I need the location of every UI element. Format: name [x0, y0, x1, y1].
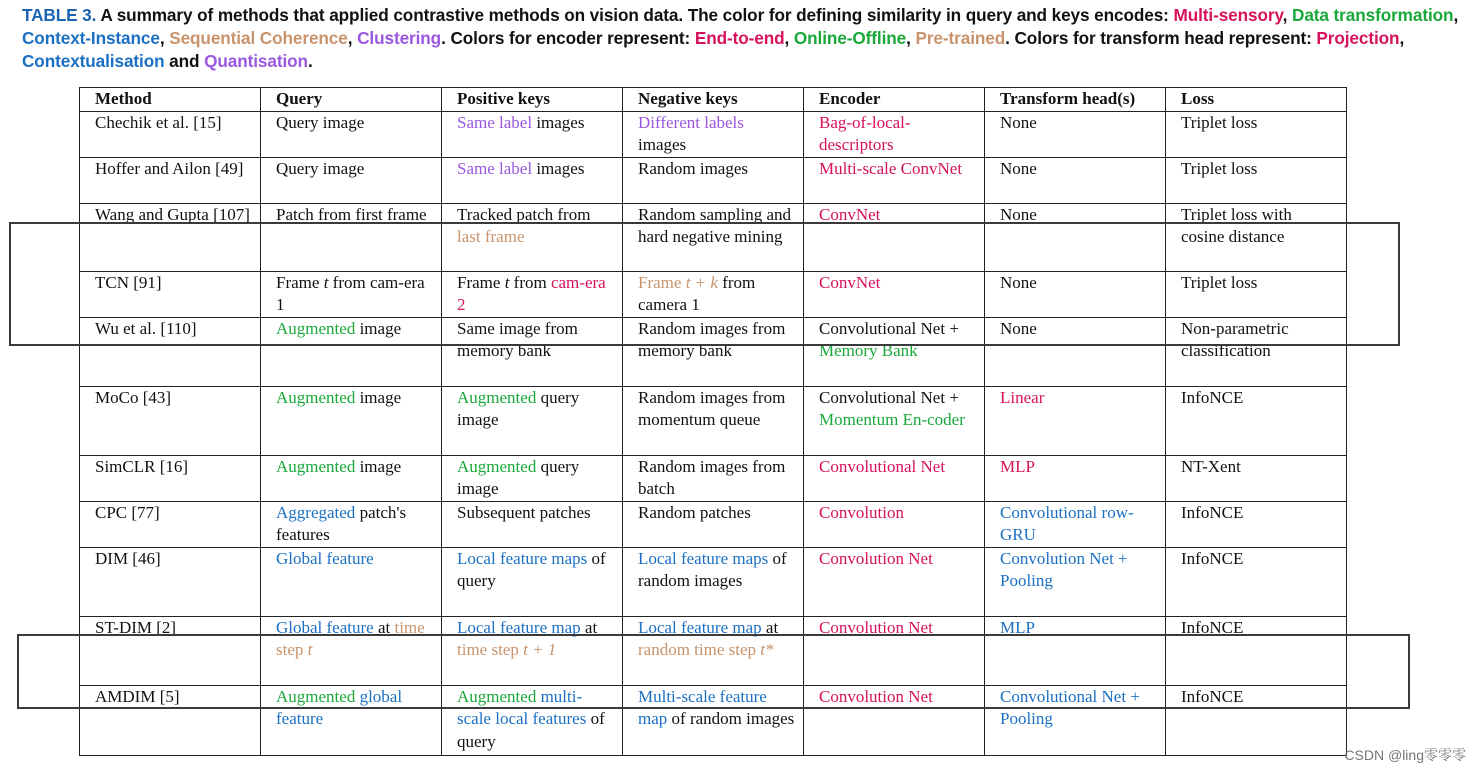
- cell-text: Augmented: [276, 318, 356, 338]
- table-cell: [804, 157, 985, 203]
- cell-text: t + k: [685, 272, 718, 292]
- cell-text: InfoNCE: [1181, 502, 1244, 522]
- cell-text: ST-DIM [2]: [95, 617, 177, 637]
- table-row: [80, 501, 1347, 547]
- encoder-legend-0: End-to-end: [694, 28, 785, 48]
- cell-text: last frame: [457, 227, 525, 246]
- cell-text: Patch from first frame: [276, 204, 427, 224]
- cell-text: at: [580, 617, 598, 637]
- column-header: Loss: [1166, 88, 1347, 112]
- cell-text: of random images: [667, 709, 795, 728]
- table-cell: [985, 455, 1166, 501]
- method-name-cell: [80, 501, 261, 547]
- cell-text: of query: [457, 709, 605, 751]
- table-cell: [985, 271, 1166, 317]
- caption-intro: A summary of methods that applied contrastive methods on vision data. The color for defining similarity in query and keys encodes:: [96, 5, 1174, 25]
- table-cell: [261, 203, 442, 271]
- cell-text: NT-Xent: [1181, 456, 1241, 476]
- cell-text: None: [1000, 112, 1037, 132]
- column-header: Transform head(s): [985, 88, 1166, 112]
- table-cell: [1166, 317, 1347, 386]
- column-header: Encoder: [804, 88, 985, 112]
- table-row: [80, 386, 1347, 455]
- method-name-cell: [80, 157, 261, 203]
- table-cell: [623, 317, 804, 386]
- cell-text: random time step: [638, 640, 761, 659]
- table-cell: [623, 157, 804, 203]
- encoder-legend-2: Pre-trained: [915, 28, 1006, 48]
- cell-text: Multi-scale ConvNet: [819, 158, 963, 178]
- table-cell: [1166, 111, 1347, 157]
- cell-text: images: [532, 158, 585, 178]
- cell-text: t: [504, 272, 510, 292]
- cell-text: Same label: [457, 158, 533, 178]
- cell-text: Wang and Gupta [107]: [95, 204, 250, 224]
- cell-text: Augmented: [457, 686, 537, 706]
- table-cell: [985, 685, 1166, 755]
- table-cell: [261, 271, 442, 317]
- cell-text: image: [355, 318, 402, 338]
- table-cell: [985, 547, 1166, 616]
- table-cell: [623, 271, 804, 317]
- table-cell: [1166, 386, 1347, 455]
- table-cell: [1166, 203, 1347, 271]
- table-cell: [442, 203, 623, 271]
- table-cell: [442, 386, 623, 455]
- table-cell: [442, 547, 623, 616]
- cell-text: from cam-era 1: [276, 272, 425, 314]
- cell-text: Convolution: [819, 502, 905, 522]
- table-cell: [1166, 501, 1347, 547]
- cell-text: Multi-scale feature map: [638, 686, 767, 728]
- table-cell: [442, 455, 623, 501]
- table-cell: [623, 685, 804, 755]
- cell-text: Frame: [638, 272, 686, 292]
- cell-text: t + 1: [523, 640, 557, 659]
- table-cell: [804, 111, 985, 157]
- cell-text: DIM [46]: [95, 548, 161, 568]
- cell-text: Convolution Net + Pooling: [1000, 548, 1128, 590]
- table-cell: [1166, 616, 1347, 685]
- similarity-legend-3: Sequential Coherence: [169, 28, 348, 48]
- cell-text: Convolution Net: [819, 686, 933, 706]
- cell-text: at: [761, 617, 779, 637]
- table-cell: [804, 271, 985, 317]
- table-cell: [985, 203, 1166, 271]
- cell-text: SimCLR [16]: [95, 456, 189, 476]
- head-legend-1: Contextualisation: [22, 51, 165, 71]
- table-row: [80, 111, 1347, 157]
- cell-text: Frame: [276, 272, 324, 292]
- table-row: [80, 455, 1347, 501]
- table-cell: [442, 501, 623, 547]
- table-cell: [1166, 547, 1347, 616]
- cell-text: from: [509, 272, 551, 292]
- cell-text: Triplet loss with cosine distance: [1181, 204, 1292, 246]
- table-cell: [261, 616, 442, 685]
- table-cell: [261, 386, 442, 455]
- cell-text: at: [373, 617, 395, 637]
- cell-text: Query image: [276, 158, 365, 178]
- table-cell: [985, 501, 1166, 547]
- cell-text: Memory Bank: [819, 341, 918, 360]
- table-cell: [442, 271, 623, 317]
- cell-text: Random images from batch: [638, 456, 786, 498]
- cell-text: Query image: [276, 112, 365, 132]
- cell-text: Local feature map: [457, 617, 581, 637]
- cell-text: Bag-of-local-descriptors: [819, 112, 911, 154]
- table-row: [80, 547, 1347, 616]
- table-row: [80, 157, 1347, 203]
- cell-text: Augmented: [276, 686, 356, 706]
- caption-encoder-intro: Colors for encoder represent:: [445, 28, 695, 48]
- cell-text: Augmented: [457, 456, 537, 476]
- head-legend-0: Projection: [1316, 28, 1400, 48]
- table-header: [80, 88, 1347, 112]
- similarity-legend-4: Clustering: [357, 28, 442, 48]
- cell-text: Random sampling and hard negative mining: [638, 204, 791, 246]
- cell-text: image: [355, 387, 402, 407]
- cell-text: from camera 1: [638, 272, 756, 314]
- cell-text: Aggregated: [276, 502, 356, 522]
- cell-text: query image: [457, 387, 580, 429]
- table-row: [80, 616, 1347, 685]
- cell-text: Convolutional row-GRU: [1000, 502, 1134, 544]
- table-row: [80, 685, 1347, 755]
- encoder-legend-1: Online-Offline: [793, 28, 907, 48]
- table-cell: [1166, 455, 1347, 501]
- table-cell: [804, 203, 985, 271]
- cell-text: Random images: [638, 158, 749, 178]
- table-cell: [985, 111, 1166, 157]
- cell-text: Triplet loss: [1181, 272, 1258, 292]
- cell-text: images: [638, 135, 687, 154]
- column-header: Query: [261, 88, 442, 112]
- cell-text: ConvNet: [819, 204, 881, 224]
- column-header: Method: [80, 88, 261, 112]
- cell-text: Wu et al. [110]: [95, 318, 197, 338]
- cell-text: Different labels: [638, 112, 744, 132]
- cell-text: Global feature: [276, 617, 374, 637]
- table-body: [80, 111, 1347, 755]
- caption-head-intro: Colors for transform head represent:: [1009, 28, 1317, 48]
- table-cell: [804, 685, 985, 755]
- method-name-cell: [80, 386, 261, 455]
- cell-text: Non-parametric classification: [1181, 318, 1289, 360]
- watermark: CSDN @ling零零零: [1344, 747, 1466, 763]
- table-cell: [623, 203, 804, 271]
- cell-text: Random images from momentum queue: [638, 387, 786, 429]
- method-name-cell: [80, 547, 261, 616]
- cell-text: None: [1000, 272, 1037, 292]
- table-cell: [261, 501, 442, 547]
- cell-text: Hoffer and Ailon [49]: [95, 158, 244, 178]
- cell-text: of query: [457, 548, 606, 590]
- cell-text: Frame: [457, 272, 505, 292]
- cell-text: Subsequent patches: [457, 502, 591, 522]
- table-cell: [985, 616, 1166, 685]
- cell-text: Random images from memory bank: [638, 318, 786, 360]
- table-cell: [985, 317, 1166, 386]
- cell-text: Convolution Net: [819, 617, 933, 637]
- cell-text: Convolutional Net + Pooling: [1000, 686, 1140, 728]
- cell-text: Convolutional Net +: [819, 318, 959, 338]
- cell-text: Convolutional Net: [819, 456, 946, 476]
- cell-text: t: [307, 640, 313, 659]
- table-cell: [804, 616, 985, 685]
- method-name-cell: [80, 203, 261, 271]
- cell-text: time step: [276, 617, 425, 659]
- cell-text: patch's features: [276, 502, 407, 544]
- table-cell: [804, 547, 985, 616]
- cell-text: Local feature maps: [638, 548, 769, 568]
- cell-text: TCN [91]: [95, 272, 162, 292]
- cell-text: Global feature: [276, 548, 374, 568]
- table-cell: [1166, 271, 1347, 317]
- table-cell: [442, 685, 623, 755]
- table-cell: [1166, 685, 1347, 755]
- cell-text: image: [355, 456, 402, 476]
- cell-text: of random images: [638, 548, 787, 590]
- table-cell: [1166, 157, 1347, 203]
- cell-text: Random patches: [638, 502, 751, 522]
- column-header: Negative keys: [623, 88, 804, 112]
- table-cell: [261, 111, 442, 157]
- cell-text: AMDIM [5]: [95, 686, 180, 706]
- table-cell: [623, 547, 804, 616]
- table-cell: [261, 317, 442, 386]
- table-row: [80, 271, 1347, 317]
- table-cell: [804, 501, 985, 547]
- cell-text: Augmented: [276, 387, 356, 407]
- table-cell: [261, 455, 442, 501]
- cell-text: MLP: [1000, 456, 1035, 476]
- method-name-cell: [80, 455, 261, 501]
- caption-label: TABLE 3.: [22, 5, 97, 25]
- table-cell: [804, 317, 985, 386]
- table-cell: [804, 386, 985, 455]
- table-cell: [985, 157, 1166, 203]
- table-cell: [623, 111, 804, 157]
- cell-text: MoCo [43]: [95, 387, 172, 407]
- cell-text: global feature: [276, 686, 403, 728]
- table-cell: [261, 547, 442, 616]
- cell-text: Augmented: [276, 456, 356, 476]
- cell-text: t*: [760, 640, 774, 659]
- cell-text: Local feature maps: [457, 548, 588, 568]
- cell-text: cam-era 2: [457, 272, 606, 314]
- cell-text: MLP: [1000, 617, 1035, 637]
- table-caption: TABLE 3. A summary of methods that applied contrastive methods on vision data. The color for defining similarity in query and keys encodes: Multi-sensory, Data transformation, Context-Instance, Sequential Coherence, Clustering. Colors for encoder represent: End-to-end, Online-Offline, Pre-trained. Colors for transform head represent: Projection, Contextualisation and Quantisation.: [22, 5, 1459, 71]
- similarity-legend-1: Data transformation: [1292, 5, 1454, 25]
- cell-text: InfoNCE: [1181, 387, 1244, 407]
- table-cell: [804, 455, 985, 501]
- methods-table: [79, 87, 1347, 756]
- cell-text: InfoNCE: [1181, 686, 1244, 706]
- cell-text: Triplet loss: [1181, 112, 1258, 132]
- cell-text: Same image from memory bank: [457, 318, 578, 360]
- cell-text: Triplet loss: [1181, 158, 1258, 178]
- table-cell: [623, 616, 804, 685]
- cell-text: Momentum En-coder: [819, 410, 965, 429]
- cell-text: multi-scale local features: [457, 686, 587, 728]
- column-header: Positive keys: [442, 88, 623, 112]
- method-name-cell: [80, 111, 261, 157]
- table-cell: [442, 111, 623, 157]
- method-name-cell: [80, 317, 261, 386]
- cell-text: Convolution Net: [819, 548, 933, 568]
- method-name-cell: [80, 616, 261, 685]
- table-row: [80, 317, 1347, 386]
- cell-text: ConvNet: [819, 272, 881, 292]
- table-cell: [261, 157, 442, 203]
- table-cell: [985, 386, 1166, 455]
- cell-text: query image: [457, 456, 580, 498]
- method-name-cell: [80, 685, 261, 755]
- cell-text: Local feature map: [638, 617, 762, 637]
- cell-text: Chechik et al. [15]: [95, 112, 222, 132]
- cell-text: Linear: [1000, 387, 1045, 407]
- cell-text: images: [532, 112, 585, 132]
- cell-text: Tracked patch from: [457, 204, 591, 224]
- cell-text: None: [1000, 204, 1037, 224]
- method-name-cell: [80, 271, 261, 317]
- cell-text: time step: [457, 640, 524, 659]
- cell-text: Same label: [457, 112, 533, 132]
- similarity-legend-0: Multi-sensory: [1173, 5, 1283, 25]
- cell-text: Convolutional Net +: [819, 387, 959, 407]
- table-cell: [442, 317, 623, 386]
- cell-text: CPC [77]: [95, 502, 160, 522]
- similarity-legend-2: Context-Instance: [22, 28, 160, 48]
- table-cell: [623, 455, 804, 501]
- table-cell: [623, 501, 804, 547]
- cell-text: None: [1000, 318, 1037, 338]
- cell-text: None: [1000, 158, 1037, 178]
- table-cell: [442, 157, 623, 203]
- cell-text: InfoNCE: [1181, 548, 1244, 568]
- head-legend-2: Quantisation: [204, 51, 308, 71]
- table-row: [80, 203, 1347, 271]
- table-cell: [442, 616, 623, 685]
- table-cell: [261, 685, 442, 755]
- cell-text: InfoNCE: [1181, 617, 1244, 637]
- cell-text: Augmented: [457, 387, 537, 407]
- cell-text: t: [323, 272, 329, 292]
- table-cell: [623, 386, 804, 455]
